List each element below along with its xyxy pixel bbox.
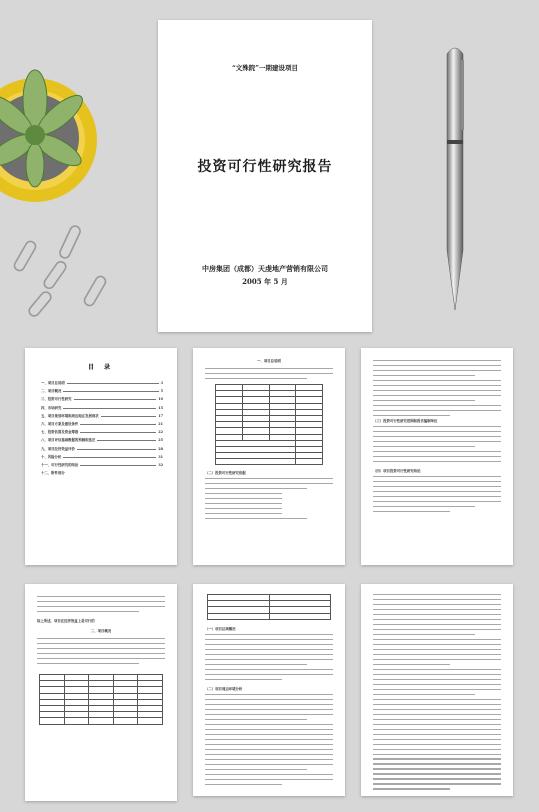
toc-item-page: 31 bbox=[158, 454, 163, 459]
toc-item-label: 十、风险分析 bbox=[41, 454, 62, 459]
body-text-block bbox=[373, 360, 501, 420]
page2-heading: 一、项目总说明 bbox=[257, 359, 281, 363]
document-page-2 bbox=[193, 348, 345, 565]
toc-title: 目 录 bbox=[87, 364, 115, 371]
toc-leader-dots bbox=[63, 407, 156, 409]
page3-subheading-2: （四）项目投资可行性研究结论 bbox=[373, 469, 421, 473]
toc-item bbox=[41, 462, 163, 470]
toc-item bbox=[41, 388, 163, 396]
toc-item bbox=[41, 421, 163, 429]
body-text-block bbox=[373, 476, 501, 516]
document-page-5 bbox=[193, 584, 345, 796]
toc-item-label: 九、项目经济效益评价 bbox=[41, 446, 75, 451]
toc-list bbox=[41, 380, 163, 478]
body-text-block bbox=[205, 694, 333, 789]
page5-subheading-1: （一）项目区域概况 bbox=[205, 627, 236, 631]
toc-item-page: 21 bbox=[158, 421, 163, 426]
toc-item bbox=[41, 396, 163, 404]
toc-leader-dots bbox=[97, 439, 156, 441]
data-table bbox=[207, 594, 331, 620]
toc-item-label: 六、项目方案及建设条件 bbox=[41, 421, 79, 426]
table-of-contents-page bbox=[25, 348, 177, 565]
toc-item bbox=[41, 405, 163, 413]
page4-highlight: 综上所述，项目在经济效益上是可行的 bbox=[37, 619, 95, 623]
body-text-block bbox=[373, 426, 501, 466]
toc-item-page: 10 bbox=[158, 397, 163, 402]
toc-leader-dots bbox=[63, 456, 156, 458]
body-text-block bbox=[205, 634, 333, 684]
toc-item bbox=[41, 429, 163, 437]
toc-item-label: 五、项目规划环境和周边地区发展现状 bbox=[41, 413, 99, 418]
cover-date: 2005 年 5 月 bbox=[242, 277, 288, 286]
page5-subheading-2: （二）项目周边环境分析 bbox=[205, 687, 243, 691]
body-text-block bbox=[373, 594, 501, 793]
toc-item-page: 17 bbox=[158, 413, 163, 418]
toc-leader-dots bbox=[80, 423, 156, 425]
page2-subheading: （二）投资可行性研究依据 bbox=[205, 471, 246, 475]
toc-item bbox=[41, 454, 163, 462]
toc-item-label: 一、项目总说明 bbox=[41, 381, 65, 385]
document-page-4 bbox=[25, 584, 177, 801]
toc-item-page: 22 bbox=[158, 430, 163, 435]
toc-item-page: 3 bbox=[160, 381, 163, 385]
toc-item-label: 三、投资可行性研究 bbox=[41, 397, 72, 402]
body-text-block bbox=[205, 368, 333, 383]
cover-subtitle: “文殊院”一期建设项目 bbox=[232, 64, 298, 72]
data-table bbox=[39, 674, 163, 725]
cover-title: 投资可行性研究报告 bbox=[197, 159, 333, 175]
paperclips-decoration bbox=[10, 220, 130, 330]
pen-decoration bbox=[425, 40, 485, 340]
toc-item-page: 15 bbox=[158, 405, 163, 410]
toc-item-label: 四、市场研究 bbox=[41, 405, 62, 410]
toc-item-page: 5 bbox=[160, 389, 163, 394]
plant-pot-decoration bbox=[0, 20, 140, 220]
toc-leader-dots bbox=[77, 448, 156, 450]
page3-subheading-1: （三）投资可行性研究范围和报告编制单位 bbox=[373, 419, 438, 423]
toc-item bbox=[41, 380, 163, 388]
toc-leader-dots bbox=[80, 464, 156, 466]
toc-item bbox=[41, 413, 163, 421]
cover-organization: 中房集团（成都）天虔地产营销有限公司 bbox=[202, 264, 328, 273]
toc-item-page: 28 bbox=[158, 446, 163, 451]
toc-leader-dots bbox=[74, 398, 157, 400]
toc-item bbox=[41, 446, 163, 454]
toc-item-label: 二、项目概况 bbox=[41, 389, 62, 394]
toc-leader-dots bbox=[101, 415, 157, 417]
body-text-block bbox=[205, 478, 333, 523]
toc-item-label: 十一、可行性研究的结论 bbox=[41, 462, 79, 467]
toc-item-label: 十二、附件部分 bbox=[41, 471, 65, 476]
page4-heading: 二、项目概况 bbox=[90, 629, 112, 633]
toc-leader-dots bbox=[80, 431, 156, 433]
document-page-3 bbox=[361, 348, 513, 565]
toc-leader-dots bbox=[67, 382, 159, 384]
toc-item bbox=[41, 437, 163, 445]
data-table bbox=[215, 384, 323, 465]
toc-item-label: 八、项目评估基础数据的预测和选定 bbox=[41, 438, 96, 443]
toc-leader-dots bbox=[63, 390, 158, 392]
body-text-block bbox=[37, 638, 165, 668]
toc-item bbox=[41, 470, 163, 478]
document-page-6 bbox=[361, 584, 513, 796]
report-cover-page bbox=[158, 20, 372, 332]
toc-item-page: 32 bbox=[158, 462, 163, 467]
toc-item-page: 25 bbox=[158, 438, 163, 443]
body-text-block bbox=[37, 596, 165, 616]
toc-item-label: 七、投资估算及资金筹措 bbox=[41, 430, 79, 435]
